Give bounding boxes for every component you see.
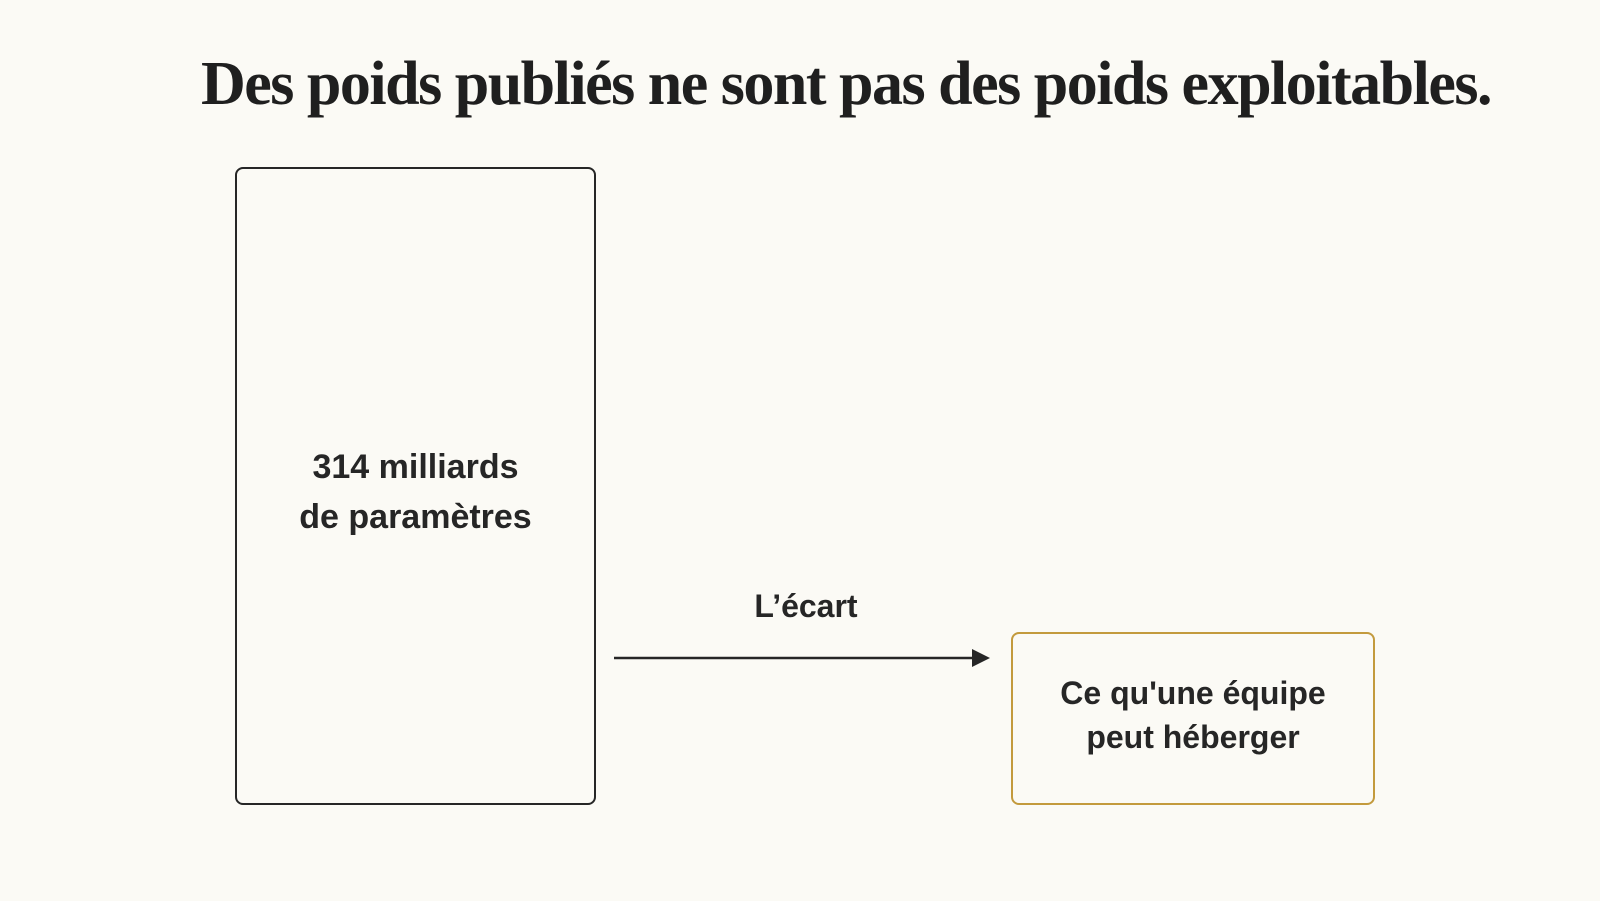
hostable-capacity-box xyxy=(1011,632,1375,805)
published-weights-line-1: 314 milliards xyxy=(312,448,519,486)
hostable-capacity-line-2: peut héberger xyxy=(1086,718,1300,755)
published-weights-line-2: de paramètres xyxy=(299,498,532,536)
hostable-capacity-line-1: Ce qu'une équipe xyxy=(1060,674,1326,711)
published-weights-box xyxy=(235,167,596,805)
hostable-capacity-label xyxy=(1060,671,1325,759)
gap-label: L’écart xyxy=(754,588,858,624)
slide-title: Des poids publiés ne sont pas des poids exploitables. xyxy=(200,50,1492,118)
published-weights-label xyxy=(299,442,531,542)
gap-arrow xyxy=(612,646,992,670)
gap-arrow-head xyxy=(972,649,990,667)
